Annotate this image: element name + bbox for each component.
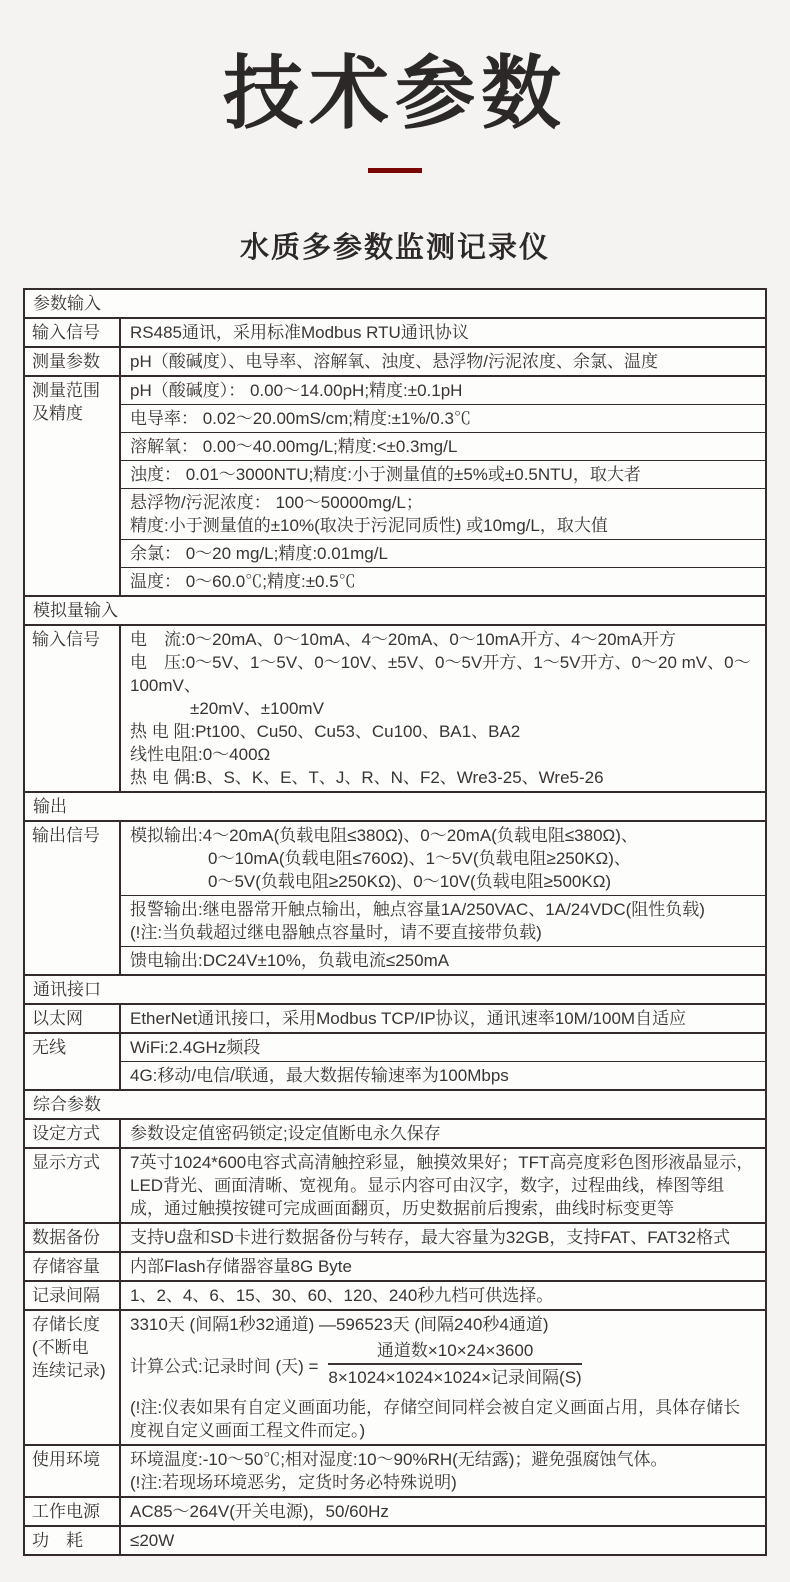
spec-line: 浊度： 0.01～3000NTU;精度:小于测量值的±5%或±0.5NTU，取大者: [130, 465, 641, 484]
row-analog-input-signal: [25, 624, 765, 791]
row-label: 显示方式: [25, 1149, 121, 1222]
row-label: 使用环境: [25, 1446, 121, 1496]
section-row-output: [25, 791, 765, 820]
subrow-analog-output: [121, 822, 765, 895]
row-value-group: [121, 1034, 765, 1089]
row-value: [121, 1446, 765, 1496]
subrow-alarm-output: [121, 895, 765, 946]
row-input-signal: [25, 317, 765, 346]
section-title: 模拟量输入: [33, 601, 118, 620]
spec-line: 线性电阻:0～400Ω: [130, 745, 271, 764]
page-subtitle: 水质多参数监测记录仪: [239, 232, 550, 264]
row-environment: [25, 1444, 765, 1496]
row-storage-capacity: [25, 1251, 765, 1280]
section-row-general: [25, 1089, 765, 1118]
row-value: [121, 1224, 765, 1251]
subrow-ph: [121, 377, 765, 404]
subrow-turbidity: [121, 460, 765, 488]
row-setting-mode: [25, 1118, 765, 1147]
row-label: 输入信号: [25, 319, 121, 346]
spec-line: 参数设定值密码锁定;设定值断电永久保存: [130, 1124, 441, 1143]
spec-line: 馈电输出:DC24V±10%，负载电流≤250mA: [130, 951, 450, 970]
section-row-param-input: [25, 290, 765, 317]
row-record-interval: [25, 1280, 765, 1309]
spec-line: 悬浮物/污泥浓度： 100～50000mg/L；: [130, 493, 423, 512]
spec-line: 电 流:0～20mA、0～10mA、4～20mA、0～10mA开方、4～20mA开方: [130, 630, 677, 649]
spec-line: 报警输出:继电器常开触点输出，触点容量1A/250VAC、1A/24VDC(阻性负载): [130, 900, 705, 919]
section-title: 参数输入: [33, 294, 101, 313]
spec-line: 7英寸1024*600电容式高清触控彩显，触摸效果好；TFT高亮度彩色图形液晶显示，LED背光、画面清晰、宽视角。显示内容可由汉字，数字，过程曲线，棒图等组成，通过触摸按键可完成画面翻页，历史数据前后搜索，曲线时标变更等: [130, 1153, 754, 1218]
row-power-consumption: [25, 1525, 765, 1554]
row-label: 输出信号: [25, 822, 121, 974]
spec-line: 3310天 (间隔1秒32通道) —596523天 (间隔240秒4通道): [130, 1315, 549, 1334]
row-value: [121, 1527, 765, 1554]
row-data-backup: [25, 1222, 765, 1251]
section-row-communication: [25, 974, 765, 1003]
row-label: 存储容量: [25, 1253, 121, 1280]
spec-line: 0～10mA(负载电阻≤760Ω)、1～5V(负载电阻≥250KΩ)、: [208, 849, 631, 868]
subrow-wifi: [121, 1034, 765, 1061]
page-title: 技术参数: [223, 49, 567, 138]
spec-line: 4G:移动/电信/联通，最大数据传输速率为100Mbps: [130, 1066, 509, 1085]
subrow-temperature: [121, 567, 765, 595]
subrow-suspended-solids: [121, 488, 765, 539]
spec-line: 1、2、4、6、15、30、60、120、240秒九档可供选择。: [130, 1286, 554, 1305]
row-wireless: [25, 1032, 765, 1089]
spec-line: 余氯： 0～20 mg/L;精度:0.01mg/L: [130, 544, 388, 563]
spec-line: 0～5V(负载电阻≥250KΩ)、0～10V(负载电阻≥500KΩ): [208, 872, 612, 891]
row-label: 工作电源: [25, 1498, 121, 1525]
row-value: [121, 1005, 765, 1032]
row-label: 功 耗: [25, 1527, 121, 1554]
spec-line: pH（酸碱度）： 0.00～14.00pH;精度:±0.1pH: [130, 381, 463, 400]
spec-line: pH（酸碱度）、电导率、溶解氧、浊度、悬浮物/污泥浓度、余氯、温度: [130, 352, 658, 371]
row-value: [121, 1311, 765, 1444]
spec-line: 温度： 0～60.0℃;精度:±0.5℃: [130, 572, 356, 591]
row-range-accuracy: [25, 375, 765, 595]
spec-line: (!注:当负载超过继电器触点容量时，请不要直接带负载): [130, 923, 542, 942]
row-label: 记录间隔: [25, 1282, 121, 1309]
row-value: [121, 626, 765, 791]
spec-line: 电 压:0～5V、1～5V、0～10V、±5V、0～5V开方、1～5V开方、0～20 mV、0～100mV、: [130, 653, 751, 695]
subrow-feed-output: [121, 946, 765, 974]
row-label: 输入信号: [25, 626, 121, 791]
row-power-supply: [25, 1496, 765, 1525]
row-value: [121, 1120, 765, 1147]
formula-denominator: 8×1024×1024×1024×记录间隔(S): [328, 1368, 582, 1387]
storage-formula: [130, 1339, 755, 1389]
subrow-conductivity: [121, 404, 765, 432]
subrow-dissolved-oxygen: [121, 432, 765, 460]
spec-line: 热 电 偶:B、S、K、E、T、J、R、N、F2、Wre3-25、Wre5-26: [130, 768, 604, 787]
row-output-signal: [25, 820, 765, 974]
row-display-mode: [25, 1147, 765, 1222]
row-label: [25, 377, 121, 595]
spec-line: 支持U盘和SD卡进行数据备份与转存，最大容量为32GB，支持FAT、FAT32格式: [130, 1228, 731, 1247]
spec-line: EtherNet通讯接口，采用Modbus TCP/IP协议，通讯速率10M/100M自适应: [130, 1009, 687, 1028]
row-value: [121, 348, 765, 375]
label-line: 测量范围: [32, 381, 100, 400]
row-label: [25, 1311, 121, 1444]
subrow-residual-chlorine: [121, 539, 765, 567]
formula-numerator: 通道数×10×24×3600: [328, 1339, 581, 1365]
row-value-group: [121, 822, 765, 974]
spec-line: 内部Flash存储器容量8G Byte: [130, 1257, 352, 1276]
spec-note: (!注:仪表如果有自定义画面功能，存储空间同样会被自定义画面占用，具体存储长度视自定义画面工程文件而定。): [130, 1398, 741, 1440]
section-row-analog-input: [25, 595, 765, 624]
spec-table: [23, 288, 767, 1556]
section-title: 综合参数: [33, 1095, 101, 1114]
spec-line: 溶解氧： 0.00～40.00mg/L;精度:<±0.3mg/L: [130, 437, 458, 456]
spec-line: 电导率： 0.02～20.00mS/cm;精度:±1%/0.3℃: [130, 409, 471, 428]
row-label: 数据备份: [25, 1224, 121, 1251]
spec-line: 环境温度:-10～50℃;相对湿度:10～90%RH(无结露)；避免强腐蚀气体。: [130, 1450, 668, 1469]
spec-line: 模拟输出:4～20mA(负载电阻≤380Ω)、0～20mA(负载电阻≤380Ω)、: [130, 826, 638, 845]
section-title: 通讯接口: [33, 980, 101, 999]
spec-line: ±20mV、±100mV: [190, 699, 324, 718]
row-value: [121, 1282, 765, 1309]
row-label: 设定方式: [25, 1120, 121, 1147]
spec-line: ≤20W: [130, 1531, 175, 1550]
row-label: 以太网: [25, 1005, 121, 1032]
row-ethernet: [25, 1003, 765, 1032]
formula-fraction: [328, 1339, 581, 1389]
label-line: (不断电: [32, 1338, 89, 1357]
row-value: [121, 1498, 765, 1525]
row-value-group: [121, 377, 765, 595]
row-measure-params: [25, 346, 765, 375]
label-line: 及精度: [32, 404, 83, 423]
row-value: [121, 1149, 765, 1222]
label-line: 连续记录): [32, 1361, 106, 1380]
row-value: [121, 319, 765, 346]
section-title: 输出: [33, 797, 67, 816]
label-line: 存储长度: [32, 1315, 100, 1334]
row-label: 无线: [25, 1034, 121, 1089]
spec-line: 精度:小于测量值的±10%(取决于污泥同质性) 或10mg/L，取大值: [130, 516, 608, 535]
title-underline-accent: [368, 168, 422, 173]
subrow-4g: [121, 1061, 765, 1089]
spec-line: 热 电 阻:Pt100、Cu50、Cu53、Cu100、BA1、BA2: [130, 722, 521, 741]
row-label: 测量参数: [25, 348, 121, 375]
spec-line: WiFi:2.4GHz频段: [130, 1038, 261, 1057]
spec-line: RS485通讯，采用标准Modbus RTU通讯协议: [130, 323, 469, 342]
spec-note: (!注:若现场环境恶劣，定货时务必特殊说明): [130, 1473, 457, 1492]
row-value: [121, 1253, 765, 1280]
formula-prefix: 计算公式:记录时间 (天) =: [130, 1356, 319, 1376]
spec-line: AC85～264V(开关电源)，50/60Hz: [130, 1502, 389, 1521]
